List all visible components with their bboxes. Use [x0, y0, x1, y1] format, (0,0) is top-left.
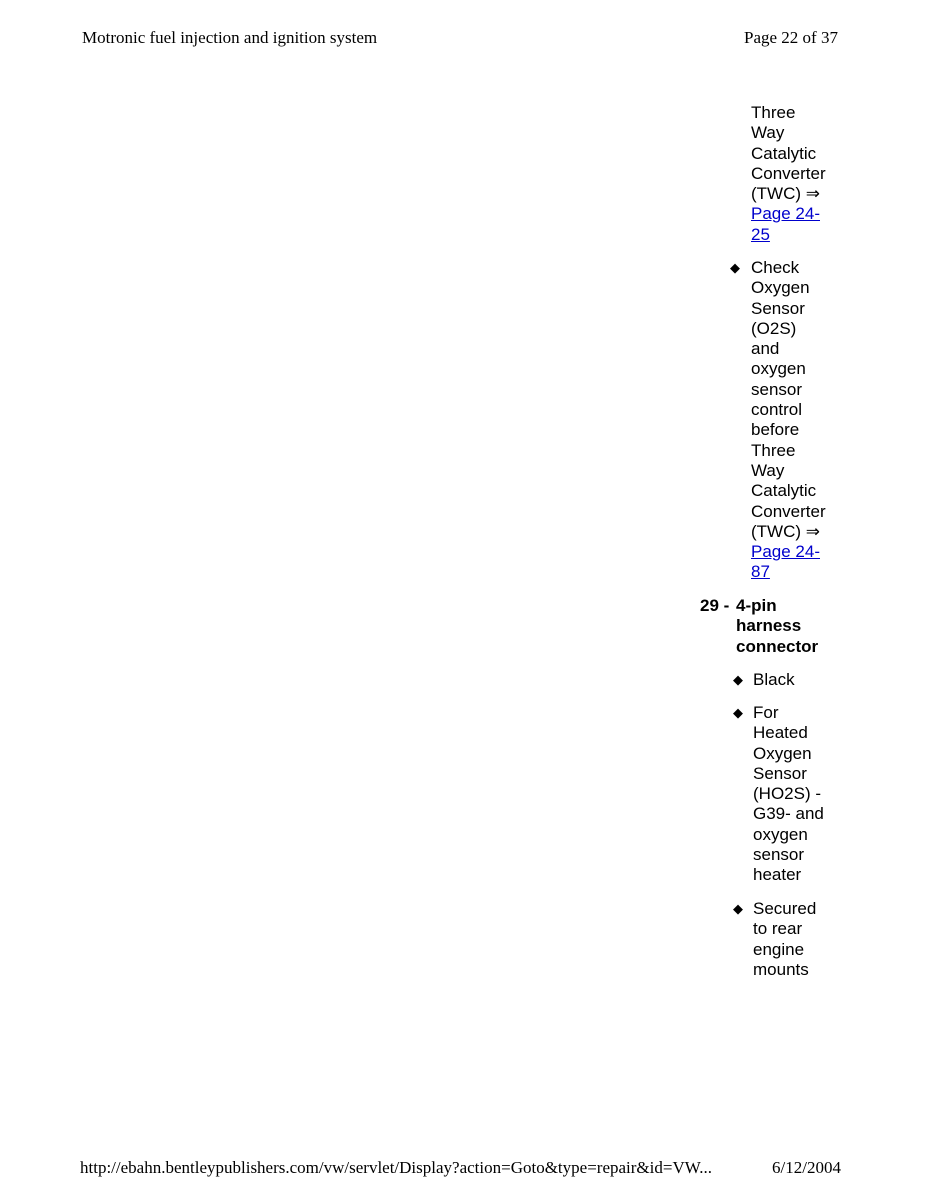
source-url: http://ebahn.bentleypublishers.com/vw/servlet/Display?action=Goto&type=repair&id=VW...: [80, 1158, 712, 1177]
text-line: heater: [753, 865, 802, 885]
text-line: Sensor: [751, 298, 805, 318]
text-line: For: [753, 703, 779, 722]
item-29-bullet-1: [753, 670, 795, 690]
text-line: control: [751, 400, 803, 420]
text-line: (TWC) ⇒: [751, 184, 820, 204]
text-line: Catalytic: [751, 481, 817, 501]
item-29-bullet-2: [753, 703, 824, 886]
text-line: Black: [753, 670, 795, 689]
link-line: 87: [751, 562, 770, 582]
text-line: oxygen: [753, 824, 808, 844]
text-line: mounts: [753, 959, 809, 979]
text-line: before: [751, 420, 800, 440]
text-line: sensor: [753, 845, 805, 865]
check-item-text: [751, 258, 826, 583]
text-line: Converter: [751, 163, 826, 183]
diamond-bullet-icon: ◆: [733, 673, 743, 688]
text-line: to rear: [753, 919, 803, 939]
text-line: G39- and: [753, 804, 824, 824]
text-line: Way: [751, 460, 785, 480]
page-24-25-link[interactable]: [751, 204, 826, 245]
text-line: Oxygen: [751, 278, 810, 298]
text-line: Catalytic: [751, 143, 817, 163]
text-line: Way: [751, 123, 785, 143]
text-line: (TWC) ⇒: [751, 521, 820, 541]
text-line: engine: [753, 939, 805, 959]
title-line: harness: [736, 616, 802, 636]
text-line: Three: [751, 103, 796, 122]
item-29-number: 29 -: [700, 596, 730, 615]
text-line: Sensor: [753, 763, 807, 783]
link-line: Page 24-: [751, 542, 820, 562]
text-line: Converter: [751, 501, 826, 521]
page-24-87-link[interactable]: [751, 542, 826, 583]
item-29-bullet-3: [753, 899, 816, 980]
title-line: 4-pin: [736, 596, 777, 615]
text-line: sensor: [751, 379, 803, 399]
text-line: and: [751, 339, 780, 359]
link-line: 25: [751, 224, 770, 244]
document-title: Motronic fuel injection and ignition system: [82, 28, 378, 47]
link-line: Page 24-: [751, 204, 820, 224]
text-line: Check: [751, 258, 800, 277]
text-line: Oxygen: [753, 743, 812, 763]
text-line: (HO2S) -: [753, 784, 821, 804]
page-indicator: Page 22 of 37: [744, 28, 838, 47]
continued-item-text: [751, 103, 826, 245]
text-line: Secured: [753, 899, 817, 918]
title-line: connector: [736, 636, 819, 656]
diamond-bullet-icon: ◆: [733, 902, 743, 917]
item-29-title: [736, 596, 818, 657]
text-line: Heated: [753, 723, 808, 743]
text-line: Three: [751, 440, 796, 460]
text-line: (O2S): [751, 318, 797, 338]
diamond-bullet-icon: ◆: [733, 706, 743, 721]
diamond-bullet-icon: ◆: [730, 261, 740, 276]
print-date: 6/12/2004: [772, 1158, 841, 1177]
text-line: oxygen: [751, 359, 806, 379]
